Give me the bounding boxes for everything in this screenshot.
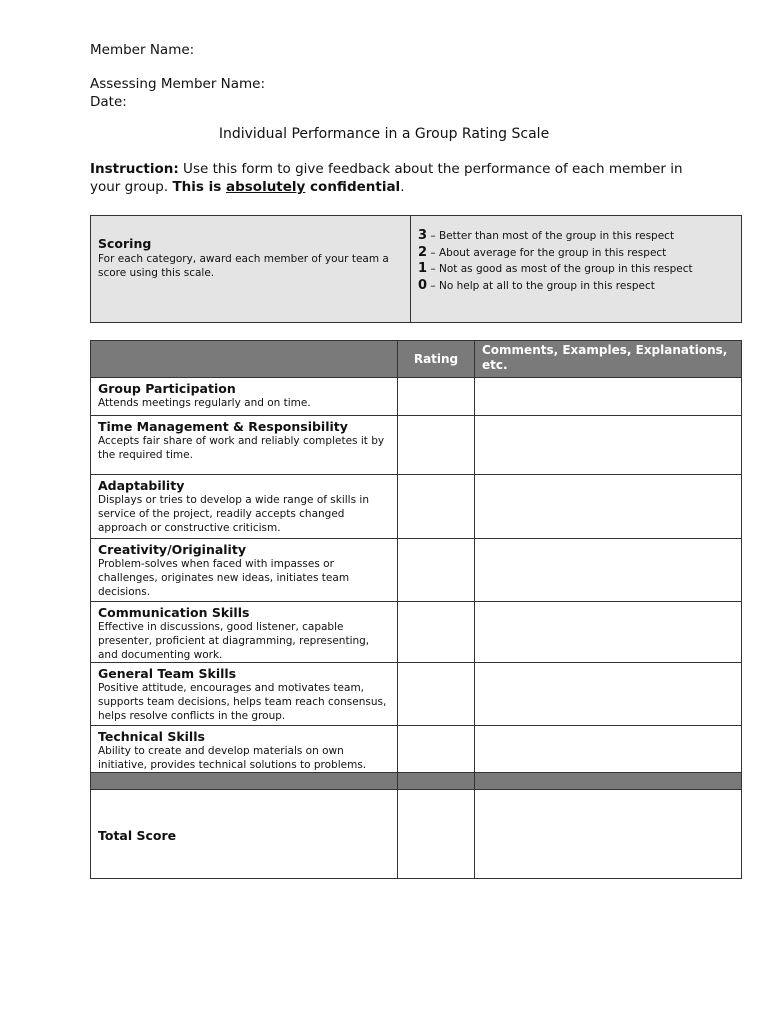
- table-row: [91, 602, 742, 663]
- date-label: Date:: [90, 94, 127, 110]
- scoring-title: Scoring: [98, 236, 152, 251]
- criterion-name: Communication Skills: [98, 605, 250, 620]
- total-comments-cell[interactable]: [475, 790, 742, 879]
- rating-cell[interactable]: [398, 475, 475, 539]
- total-row: [91, 790, 742, 879]
- criterion-cell: [91, 475, 398, 539]
- comments-cell[interactable]: [475, 726, 742, 773]
- scale-item: 3 – Better than most of the group in this respect: [418, 228, 675, 243]
- separator-cell: [398, 773, 475, 790]
- comments-header: Comments, Examples, Explanations, etc.: [475, 341, 742, 378]
- rating-table: [90, 340, 742, 879]
- total-rating-cell[interactable]: [398, 790, 475, 879]
- scoring-scale-cell: [411, 216, 742, 323]
- criterion-cell: [91, 378, 398, 416]
- criterion-name: Time Management & Responsibility: [98, 419, 348, 434]
- comments-cell[interactable]: [475, 602, 742, 663]
- rating-table-header: [91, 341, 742, 378]
- scale-item: 0 – No help at all to the group in this respect: [418, 277, 655, 293]
- scoring-description: For each category, award each member of your team a score using this scale.: [98, 253, 389, 279]
- assessing-member-label: Assessing Member Name:: [90, 76, 266, 92]
- rating-cell[interactable]: [398, 416, 475, 475]
- table-row: [91, 416, 742, 475]
- criterion-cell: [91, 663, 398, 726]
- comments-cell[interactable]: [475, 475, 742, 539]
- criterion-description: Accepts fair share of work and reliably completes it by the required time.: [98, 435, 385, 461]
- rating-cell[interactable]: [398, 663, 475, 726]
- scoring-description-cell: [91, 216, 411, 323]
- comments-cell[interactable]: [475, 378, 742, 416]
- rating-header: Rating: [398, 341, 475, 378]
- criterion-description: Attends meetings regularly and on time.: [98, 397, 311, 409]
- criterion-name: Group Participation: [98, 381, 236, 396]
- table-row: [91, 475, 742, 539]
- instruction-lead: Instruction:: [90, 161, 179, 177]
- criterion-description: Displays or tries to develop a wide range of skills in service of the project, readily accepts changed approach or constructive criticism.: [98, 494, 369, 534]
- criterion-cell: [91, 539, 398, 602]
- criteria-header-cell: [91, 341, 398, 378]
- criterion-description: Effective in discussions, good listener, capable presenter, proficient at diagramming, representing, and documenting work.: [98, 621, 370, 661]
- table-row: [91, 663, 742, 726]
- criterion-name: Technical Skills: [98, 729, 205, 744]
- scale-item: 1 – Not as good as most of the group in this respect: [418, 261, 693, 276]
- comments-cell[interactable]: [475, 416, 742, 475]
- criterion-name: Creativity/Originality: [98, 542, 246, 557]
- table-row: [91, 378, 742, 416]
- criterion-cell: [91, 726, 398, 773]
- confidential-emphasis: absolutely: [225, 179, 306, 195]
- rating-cell[interactable]: [398, 378, 475, 416]
- criterion-cell: [91, 602, 398, 663]
- table-row: [91, 539, 742, 602]
- table-row: [91, 726, 742, 773]
- total-score-label: Total Score: [91, 790, 398, 879]
- comments-cell[interactable]: [475, 539, 742, 602]
- separator-row: [91, 773, 742, 790]
- criterion-description: Ability to create and develop materials on own initiative, provides technical solutions to problems.: [98, 745, 367, 771]
- rating-cell[interactable]: [398, 602, 475, 663]
- criterion-description: Problem-solves when faced with impasses or challenges, originates new ideas, initiates team decisions.: [98, 558, 350, 598]
- instruction-paragraph: Instruction: Use this form to give feedback about the performance of each member in your group. This is absolutely confidential.: [90, 161, 683, 195]
- comments-cell[interactable]: [475, 663, 742, 726]
- member-name-label: Member Name:: [90, 42, 195, 58]
- confidential-notice: This is absolutely confidential: [172, 179, 401, 195]
- document-title: Individual Performance in a Group Rating Scale: [218, 126, 550, 142]
- rating-cell[interactable]: [398, 726, 475, 773]
- criterion-name: General Team Skills: [98, 666, 237, 681]
- instruction-text: Use this form to give feedback about the performance of each member in your group.: [90, 161, 683, 195]
- separator-cell: [475, 773, 742, 790]
- scoring-table: [90, 215, 742, 323]
- criterion-name: Adaptability: [98, 478, 185, 493]
- separator-cell: [91, 773, 398, 790]
- criterion-description: Positive attitude, encourages and motivates team, supports team decisions, helps team reach consensus, helps resolve conflicts in the group.: [98, 682, 387, 722]
- scale-item: 2 – About average for the group in this respect: [418, 244, 667, 260]
- criterion-cell: [91, 416, 398, 475]
- rating-cell[interactable]: [398, 539, 475, 602]
